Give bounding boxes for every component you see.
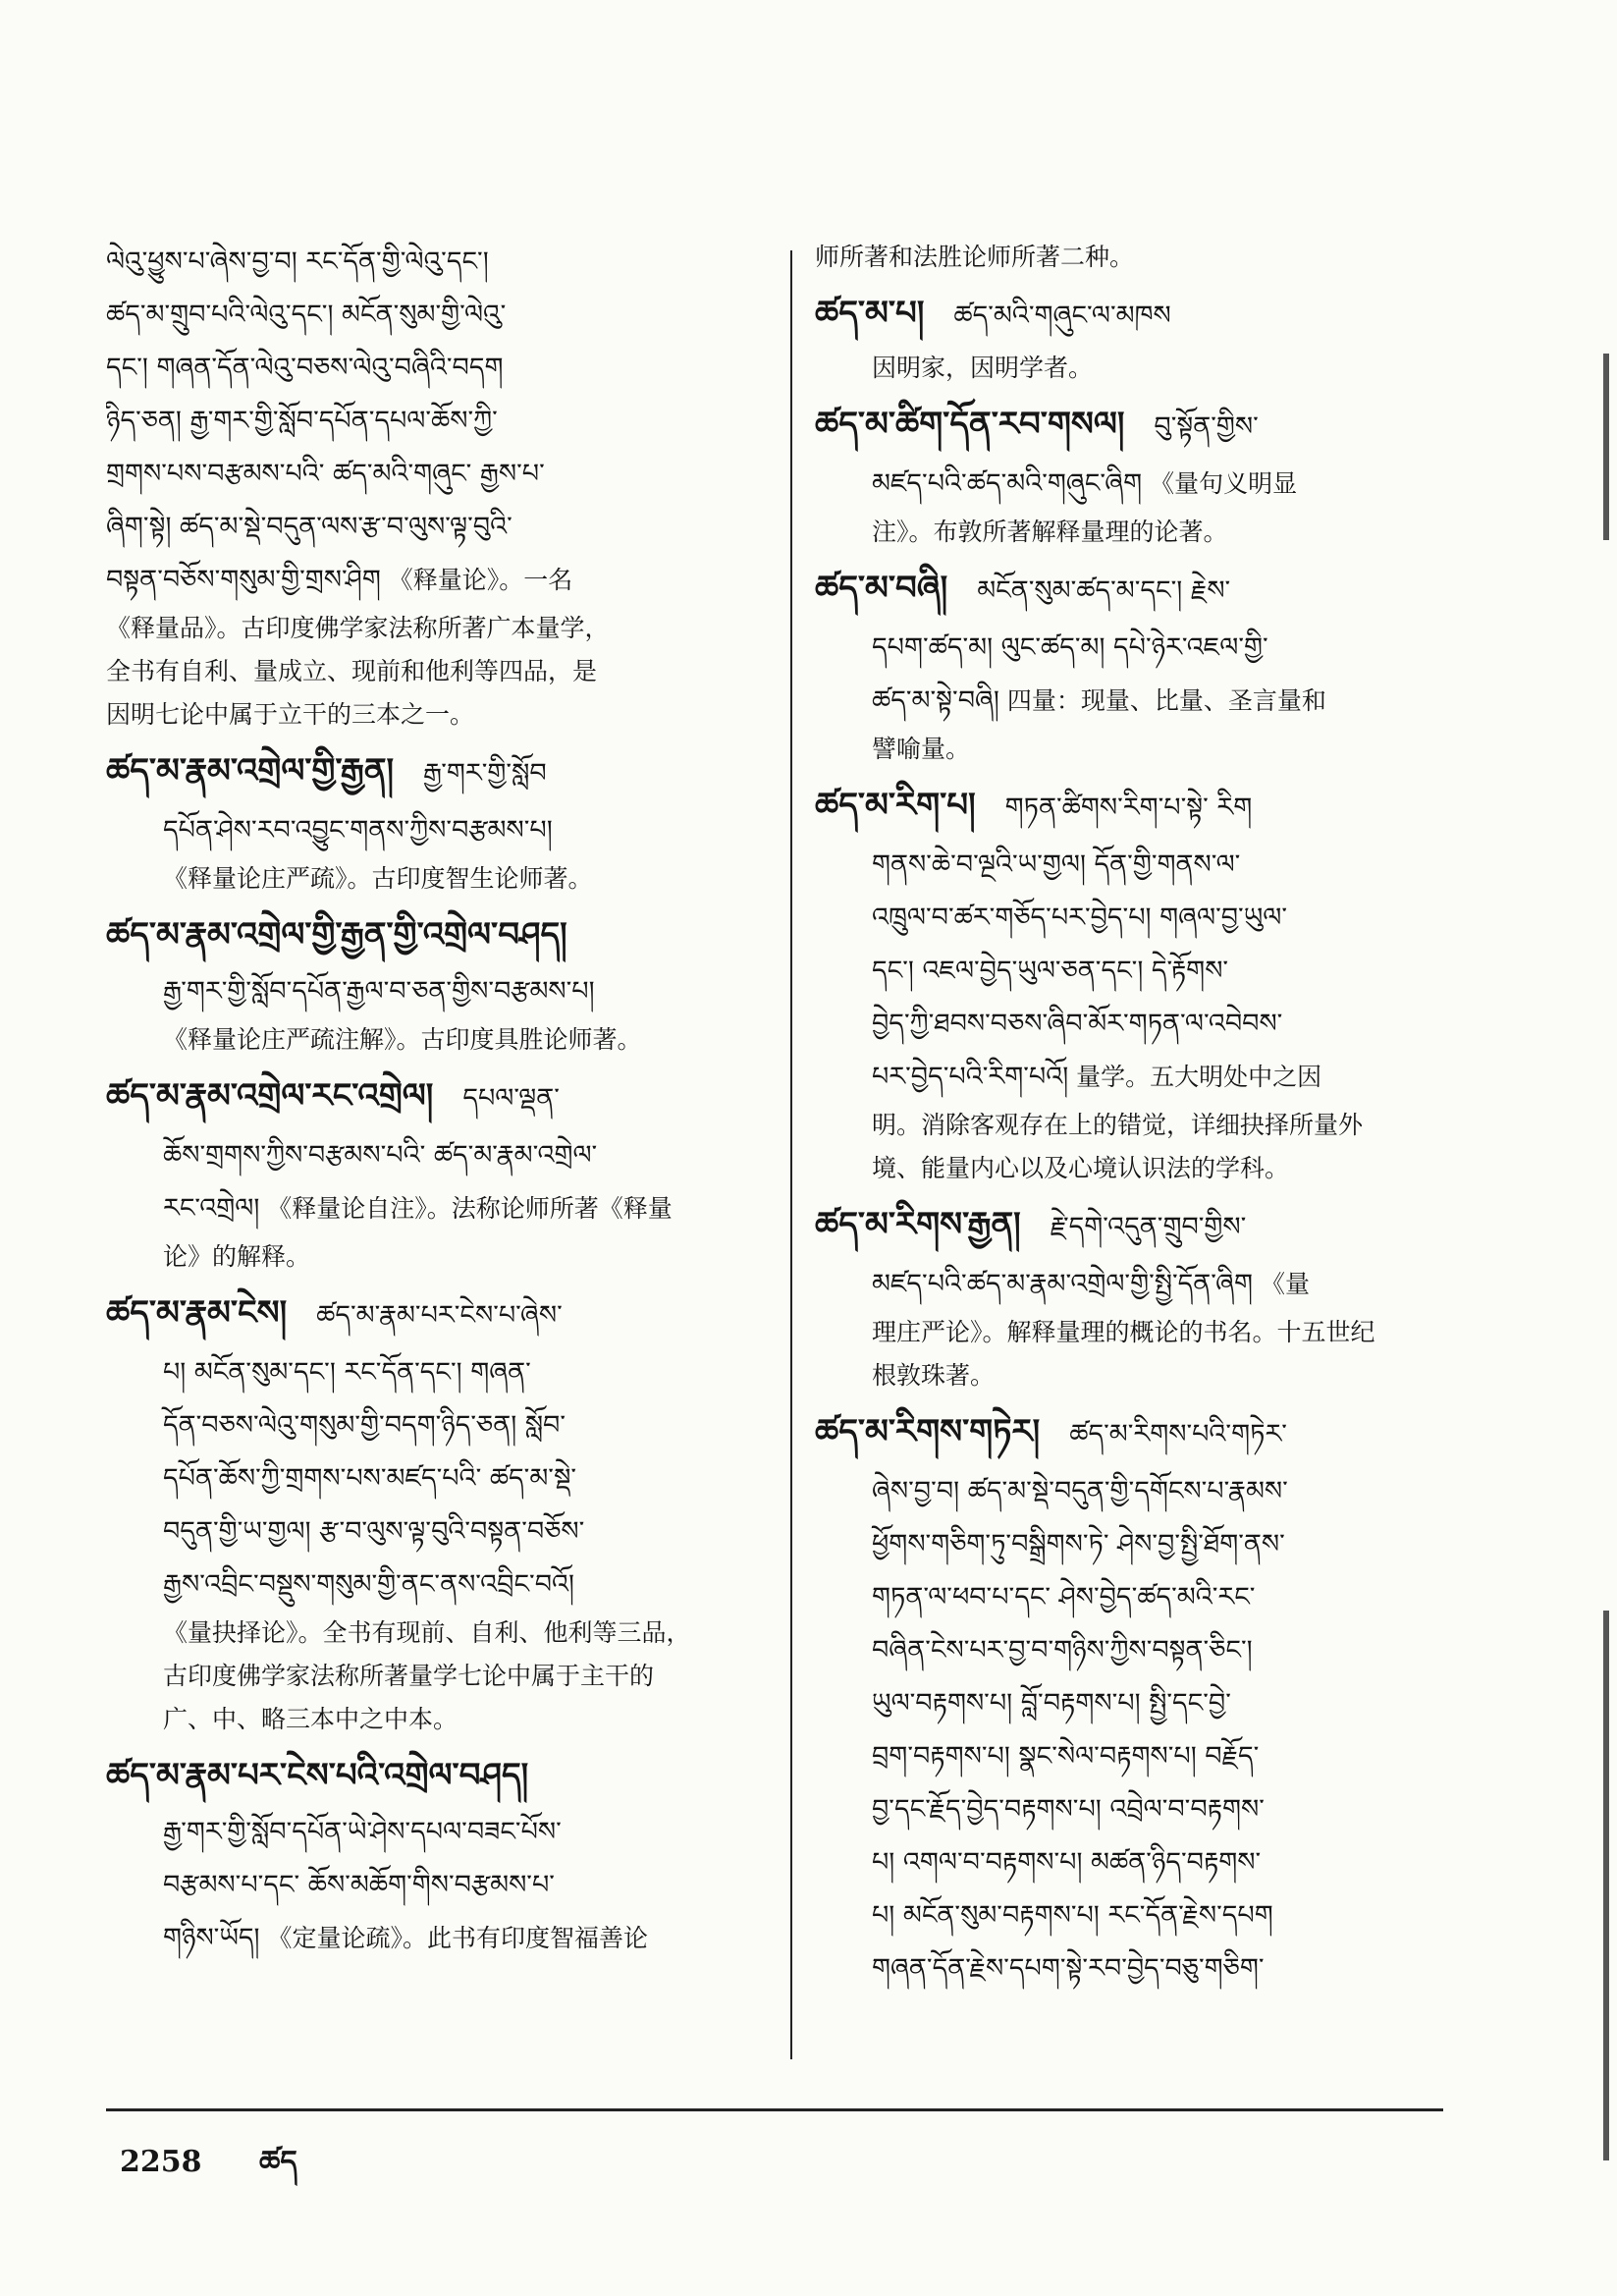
- tibetan-line: [815, 622, 1463, 675]
- tibetan-text: དོན་བཅས་ལེའུ་གསུམ་གྱི་བདག་ཉིད་ཅན། སློབ་: [163, 1410, 566, 1441]
- headword-definition: རྗེ་དགེ་འདུན་གྲུབ་གྱིས་: [1050, 1212, 1247, 1242]
- headword-definition: དཔལ་ལྡན་: [462, 1083, 560, 1114]
- tibetan-text: བདུན་གྱི་ཡ་གྱལ། རྩ་བ་ལུས་ལྟ་བུའི་བསྟན་བཅོས་: [163, 1516, 585, 1547]
- tibetan-text: བཞིན་ངེས་པར་བྱ་བ་གཉིས་ཀྱིས་བསྟན་ཅིང་།: [872, 1635, 1253, 1666]
- tibetan-text: གཉིས་ཡོད།: [163, 1923, 260, 1953]
- chinese-line: 因明七论中属于立干的三本之一。: [106, 700, 475, 729]
- entry-headword: [815, 1194, 1463, 1258]
- dictionary-entry: [815, 1401, 1463, 1995]
- chinese-line: 全书有自利、量成立、现前和他利等四品，是: [106, 657, 598, 685]
- entry-headword: [815, 394, 1463, 458]
- tibetan-line: [106, 236, 774, 289]
- tibetan-line: [106, 1452, 774, 1505]
- tibetan-line: [815, 1677, 1463, 1730]
- headword-text: ཚད་མ་རྣམ་ངེས།: [106, 1293, 288, 1333]
- dictionary-entry: [106, 236, 774, 737]
- tibetan-line: [106, 1129, 774, 1182]
- headword-definition: ཚད་མ་རྣམ་པར་ངེས་པ་ཞེས་: [316, 1300, 563, 1331]
- scan-edge-mark: [1603, 1611, 1609, 2160]
- tibetan-line: [106, 554, 774, 607]
- tibetan-line: [106, 1859, 774, 1912]
- chinese-gloss: 《释量论自注》。法称论师所著《释量: [259, 1194, 673, 1223]
- tibetan-text: གྲགས་པས་བརྩམས་པའི་ ཚད་མའི་གཞུང་ རྒྱས་པ་: [106, 459, 545, 489]
- headword-text: ཚད་མ་པ།: [815, 294, 925, 333]
- chinese-gloss: 《量句义明显: [1142, 469, 1298, 498]
- tibetan-line: [106, 965, 774, 1018]
- tibetan-line: [106, 1912, 774, 1965]
- dictionary-entry: [815, 1194, 1463, 1397]
- tibetan-line: [106, 1806, 774, 1859]
- entry-headword: [106, 1283, 774, 1346]
- tibetan-text: རང་འགྲེལ།: [163, 1193, 260, 1224]
- page-number: 2258: [120, 2145, 202, 2179]
- headword-definition: མངོན་སུམ་ཚད་མ་དང་། རྗེས་: [977, 575, 1231, 606]
- tibetan-text: བྱ་དང་རྗོད་བྱེད་བརྟགས་པ། འབྲེལ་བ་བརྟགས་: [872, 1794, 1265, 1825]
- tibetan-line: [815, 1836, 1463, 1889]
- tibetan-text: ཉིད་ཅན། རྒྱ་གར་གྱི་སློབ་དཔོན་དཔལ་ཆོས་ཀྱི་: [106, 406, 498, 436]
- entry-headword: [106, 1066, 774, 1129]
- entry-headword: [106, 1745, 774, 1806]
- headword-text: ཚད་མ་བཞི།: [815, 569, 948, 608]
- entry-headword: [815, 1401, 1463, 1465]
- tibetan-line: [815, 998, 1463, 1051]
- left-column: [106, 236, 774, 1969]
- headword-text: ཚད་མ་རྣམ་འགྲེལ་གྱི་རྒྱན།: [106, 751, 395, 791]
- tibetan-line: [106, 1505, 774, 1558]
- tibetan-line: [815, 1258, 1463, 1311]
- tibetan-text: གཏན་ལ་ཕབ་པ་དང་ ཤེས་བྱེད་ཚད་མའི་རང་: [872, 1582, 1256, 1613]
- headword-definition: གཏན་ཚིགས་རིག་པ་སྟེ་ རིག: [1004, 793, 1253, 823]
- chinese-line: 根敦珠著。: [872, 1361, 996, 1390]
- tibetan-text: ཚད་མ་གྲུབ་པའི་ལེའུ་དང་། མངོན་སུམ་གྱི་ལེའུ་: [106, 300, 507, 330]
- headword-text: ཚད་མ་རིག་པ།: [815, 786, 976, 825]
- chinese-gloss: 《定量论疏》。此书有印度智福善论: [259, 1924, 649, 1952]
- tibetan-line: [815, 892, 1463, 945]
- tibetan-text: དང་། འཇལ་བྱེད་ཡུལ་ཅན་དང་། དེ་རྟོགས་: [872, 956, 1229, 986]
- dictionary-entry: [106, 1745, 774, 1965]
- tibetan-line: [106, 804, 774, 857]
- entry-headword: [815, 558, 1463, 622]
- headword-text: ཚད་མ་ཚིག་དོན་རབ་གསལ།: [815, 405, 1125, 444]
- tibetan-text: དཔོན་ཤེས་རབ་འབྱུང་གནས་ཀྱིས་བརྩམས་པ།: [163, 815, 553, 846]
- headword-definition: ཚད་མའི་གཞུང་ལ་མཁས: [953, 301, 1171, 331]
- chinese-line: 《释量论庄严疏》。古印度智生论师著。: [163, 864, 593, 893]
- tibetan-text: རྒྱ་གར་གྱི་སློབ་དཔོན་རྒྱལ་བ་ཅན་གྱིས་བརྩམས་པ།: [163, 976, 595, 1007]
- footer-rule: [106, 2108, 1443, 2111]
- tibetan-line: [106, 1558, 774, 1612]
- tibetan-text: ཞེས་བྱ་བ། ཚད་མ་སྡེ་བདུན་གྱི་དགོངས་པ་རྣམས་: [872, 1476, 1288, 1506]
- chinese-gloss: 《释量论》。一名: [380, 566, 573, 594]
- tibetan-line: [815, 1624, 1463, 1677]
- chinese-line: 境、能量内心以及心境认识法的学科。: [872, 1154, 1290, 1182]
- tibetan-line: [815, 1889, 1463, 1942]
- chinese-gloss: 量学。五大明处中之因: [1068, 1063, 1322, 1091]
- tibetan-line: [106, 1182, 774, 1235]
- chinese-line: 《释量品》。古印度佛学家法称所著广本量学，: [106, 614, 610, 642]
- tibetan-line: [106, 289, 774, 342]
- column-divider: [790, 250, 792, 2059]
- tibetan-text: པ། འགལ་བ་བརྟགས་པ། མཚན་ཉིད་བརྟགས་: [872, 1847, 1262, 1878]
- chinese-line: 注》。布敦所著解释量理的论著。: [872, 518, 1228, 546]
- scan-edge-mark: [1603, 354, 1609, 540]
- tibetan-text: པ། མངོན་སུམ་བརྟགས་པ། རང་དོན་རྗེས་དཔག: [872, 1900, 1273, 1931]
- tibetan-text: བྱེད་ཀྱི་ཐབས་བཅས་ཞིབ་མོར་གཏན་ལ་འབེབས་: [872, 1009, 1283, 1039]
- dictionary-entry: [106, 740, 774, 901]
- tibetan-text: དཔོན་ཆོས་ཀྱི་གྲགས་པས་མཛད་པའི་ ཚད་མ་སྡེ་: [163, 1463, 577, 1494]
- chinese-line: 譬喻量。: [872, 735, 971, 763]
- tibetan-text: དཔག་ཚད་མ། ལུང་ཚད་མ། དཔེ་ཉེར་འཇལ་གྱི་: [872, 632, 1268, 663]
- chinese-line: 《量抉择论》。全书有现前、自利、他利等三品，: [163, 1618, 691, 1647]
- tibetan-text: རྒྱས་འབྲིང་བསྡུས་གསུམ་གྱི་ནང་ནས་འབྲིང་བའོ།: [163, 1569, 575, 1600]
- headword-text: ཚད་མ་རྣམ་པར་ངེས་པའི་འགྲེལ་བཤད།: [106, 1756, 529, 1795]
- dictionary-entry: [106, 904, 774, 1062]
- dictionary-entry: [815, 236, 1463, 279]
- dictionary-entry: [815, 775, 1463, 1190]
- headword-text: ཚད་མ་རིགས་རྒྱན།: [815, 1205, 1021, 1244]
- headword-definition: རྒྱ་གར་གྱི་སློབ: [423, 758, 547, 789]
- entry-headword: [106, 904, 774, 965]
- tibetan-line: [815, 1465, 1463, 1518]
- entry-headword: [815, 283, 1463, 347]
- dictionary-entry: [815, 558, 1463, 771]
- tibetan-text: རྒྱ་གར་གྱི་སློབ་དཔོན་ཡེ་ཤེས་དཔལ་བཟང་པོས་: [163, 1817, 562, 1847]
- tibetan-text: བྲག་བརྟགས་པ། སྣང་སེལ་བརྟགས་པ། བརྗོད་: [872, 1741, 1260, 1772]
- dictionary-entry: [106, 1283, 774, 1741]
- headword-text: ཚད་མ་རྣམ་འགྲེལ་གྱི་རྒྱན་གྱི་འགྲེལ་བཤད།: [106, 915, 567, 955]
- chinese-line: 明。消除客观存在上的错觉，详细抉择所量外: [872, 1111, 1364, 1139]
- tibetan-text: བརྩམས་པ་དང་ ཆོས་མཆོག་གིས་བརྩམས་པ་: [163, 1870, 555, 1900]
- entry-headword: [106, 740, 774, 804]
- chinese-line: 理庄严论》。解释量理的概论的书名。十五世纪: [872, 1318, 1375, 1346]
- tibetan-line: [815, 1051, 1463, 1104]
- tibetan-text: ཚད་མ་སྟེ་བཞི།: [872, 685, 999, 716]
- tibetan-line: [106, 1346, 774, 1399]
- chinese-gloss: 四量：现量、比量、圣言量和: [998, 686, 1326, 715]
- tibetan-line: [815, 1571, 1463, 1624]
- tibetan-line: [106, 1399, 774, 1452]
- tibetan-line: [106, 501, 774, 554]
- tibetan-text: པ། མངོན་སུམ་དང་། རང་དོན་དང་། གཞན་: [163, 1357, 531, 1388]
- tibetan-text: ཡུལ་བརྟགས་པ། བློ་བརྟགས་པ། སྤྱི་དང་བྱེ་: [872, 1688, 1231, 1719]
- chinese-line: 师所著和法胜论师所著二种。: [815, 243, 1135, 271]
- tibetan-text: ཆོས་གྲགས་ཀྱིས་བརྩམས་པའི་ ཚད་མ་རྣམ་འགྲེལ་: [163, 1140, 598, 1171]
- headword-text: ཚད་མ་རྣམ་འགྲེལ་རང་འགྲེལ།: [106, 1076, 434, 1116]
- chinese-line: 《释量论庄严疏注解》。古印度具胜论师著。: [163, 1025, 642, 1054]
- running-head: ཚད: [258, 2145, 297, 2179]
- dictionary-entry: [106, 1066, 774, 1279]
- tibetan-text: བསྟན་བཅོས་གསུམ་གྱི་གྲས་ཤིག: [106, 565, 381, 595]
- tibetan-line: [106, 342, 774, 395]
- headword-text: ཚད་མ་རིགས་གཏེར།: [815, 1412, 1041, 1451]
- tibetan-line: [815, 1518, 1463, 1571]
- dictionary-entry: [815, 394, 1463, 554]
- chinese-gloss: 《量: [1253, 1270, 1311, 1298]
- headword-definition: བུ་སྟོན་གྱིས་: [1154, 411, 1259, 442]
- page-footer: [120, 2129, 345, 2212]
- chinese-line: 因明家，因明学者。: [872, 354, 1094, 382]
- tibetan-line: [815, 458, 1463, 511]
- tibetan-line: [815, 1730, 1463, 1783]
- tibetan-line: [815, 1942, 1463, 1995]
- tibetan-text: པར་བྱེད་པའི་རིག་པའོ།: [872, 1062, 1069, 1092]
- chinese-line: 广、中、略三本中之中本。: [163, 1705, 458, 1733]
- right-column: [815, 236, 1463, 1999]
- tibetan-text: དང་། གཞན་དོན་ལེའུ་བཅས་ལེའུ་བཞིའི་བདག: [106, 353, 504, 383]
- chinese-line: 古印度佛学家法称所著量学七论中属于主干的: [163, 1662, 655, 1690]
- tibetan-text: ཞིག་སྟེ། ཚད་མ་སྡེ་བདུན་ལས་རྩ་བ་ལུས་ལྟ་བུའི་: [106, 512, 512, 542]
- dictionary-entry: [815, 283, 1463, 390]
- chinese-line: 论》的解释。: [163, 1242, 311, 1271]
- tibetan-line: [815, 1783, 1463, 1836]
- tibetan-text: འཁྲུལ་བ་ཚར་གཅོད་པར་བྱེད་པ། གཞལ་བྱ་ཡུལ་: [872, 902, 1288, 933]
- tibetan-text: མཛད་པའི་ཚད་མའི་གཞུང་ཞིག: [872, 468, 1143, 499]
- tibetan-text: མཛད་པའི་ཚད་མ་རྣམ་འགྲེལ་གྱི་སྤྱི་དོན་ཞིག: [872, 1269, 1254, 1299]
- tibetan-line: [815, 945, 1463, 998]
- entry-headword: [815, 775, 1463, 839]
- tibetan-text: གཞན་དོན་རྗེས་དཔག་སྟེ་རབ་བྱེད་བཅུ་གཅིག་: [872, 1953, 1265, 1984]
- tibetan-line: [106, 448, 774, 501]
- tibetan-text: གནས་ཆེ་བ་ལྔའི་ཡ་གྱལ། དོན་གྱི་གནས་ལ་: [872, 849, 1241, 880]
- tibetan-text: ཕྱོགས་གཅིག་ཏུ་བསྒྲིགས་ཏེ་ ཤེས་བྱ་སྤྱི་ཐོག་ནས་: [872, 1529, 1285, 1559]
- tibetan-line: [815, 839, 1463, 892]
- tibetan-text: ལེའུ་ཕྱུས་པ་ཞེས་བྱ་བ། རང་དོན་གྱི་ལེའུ་དང་།: [106, 246, 489, 277]
- tibetan-line: [815, 675, 1463, 728]
- headword-definition: ཚད་མ་རིགས་པའི་གཏེར་: [1069, 1419, 1287, 1449]
- tibetan-line: [106, 395, 774, 448]
